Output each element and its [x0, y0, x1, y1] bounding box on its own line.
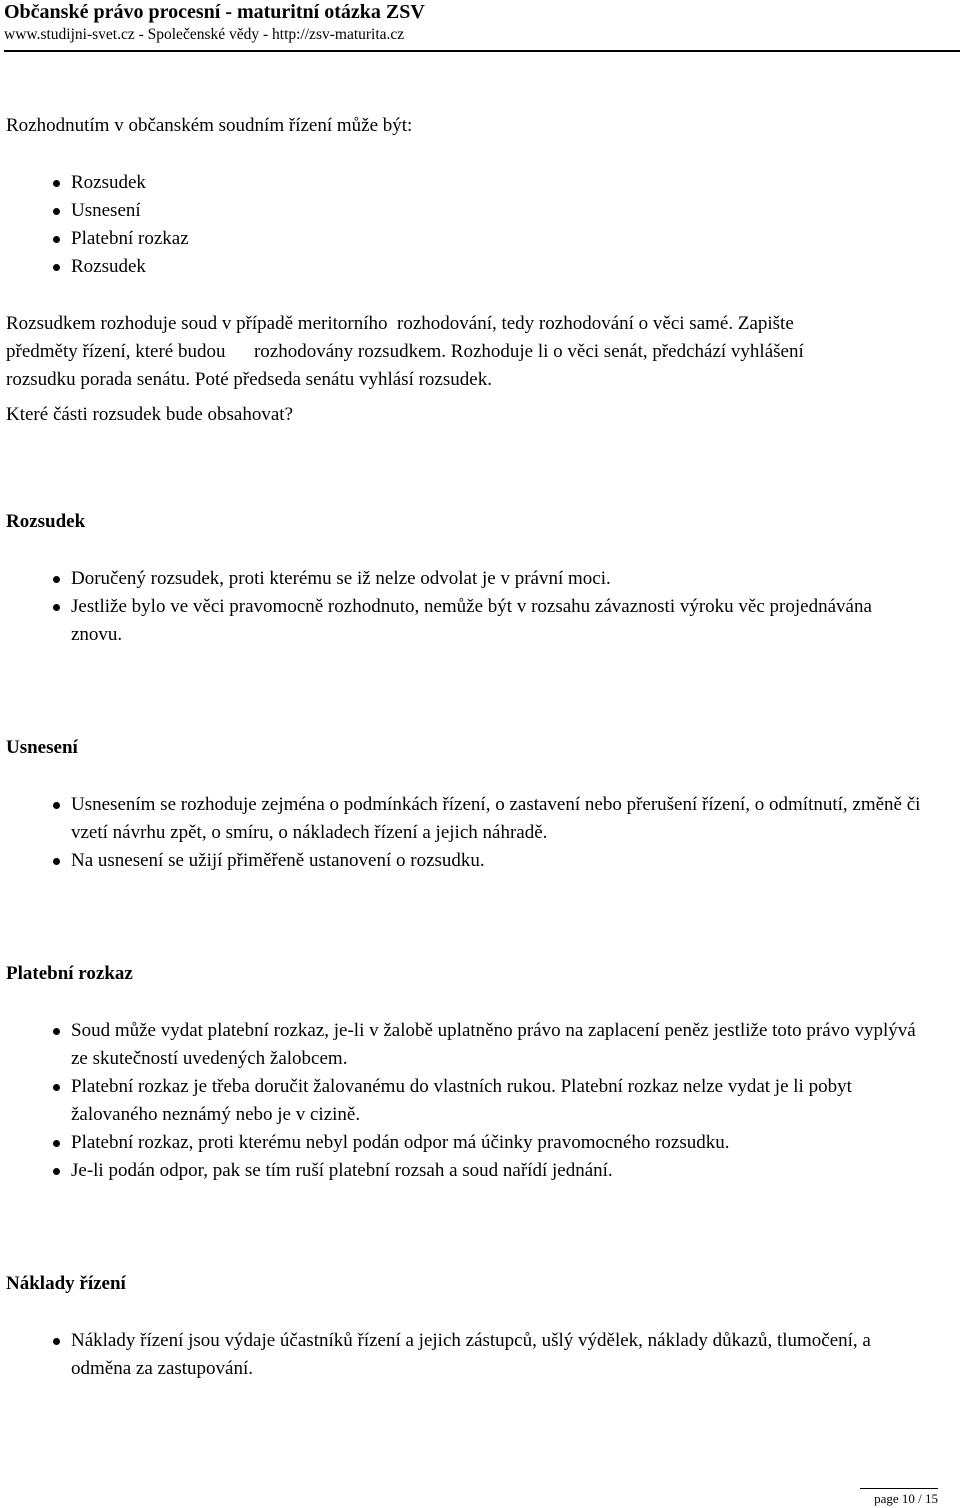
bullet-icon: [53, 1338, 60, 1345]
section-heading-naklady-rizeni: Náklady řízení: [6, 1273, 126, 1294]
section-heading-usneseni: Usnesení: [6, 737, 78, 758]
list-item: Na usnesení se užijí přiměřeně ustanovení o rozsudku.: [6, 847, 926, 875]
intro-text: Rozhodnutím v občanském soudním řízení může být:: [6, 115, 413, 136]
paragraph-line: rozsudku porada senátu. Poté předseda senátu vyhlásí rozsudek.: [6, 369, 492, 390]
list-item: Usnesení: [6, 197, 926, 225]
bullet-icon: [53, 576, 60, 583]
document-subtitle: www.studijni-svet.cz - Společenské vědy - http://zsv-maturita.cz: [4, 26, 405, 43]
paragraph-line: Rozsudkem rozhoduje soud v případě meritorního rozhodování, tedy rozhodování o věci samé. Zapište: [6, 313, 794, 334]
paragraph-line: předměty řízení, které budou rozhodovány rozsudkem. Rozhoduje li o věci senát, předchází vyhlášení: [6, 341, 804, 362]
header-divider: [4, 50, 960, 52]
bullet-icon: [53, 802, 60, 809]
section-heading-rozsudek: Rozsudek: [6, 511, 86, 532]
document-body: [6, 112, 926, 1383]
page-number: page 10 / 15: [860, 1488, 938, 1507]
list-item: Je-li podán odpor, pak se tím ruší platební rozsah a soud nařídí jednání.: [6, 1157, 926, 1185]
list-item: Doručený rozsudek, proti kterému se iž nelze odvolat je v právní moci.: [6, 565, 926, 593]
bullet-icon: [53, 264, 60, 271]
bullet-icon: [53, 1084, 60, 1091]
question-text: Které části rozsudek bude obsahovat?: [6, 404, 294, 425]
list-item: Náklady řízení jsou výdaje účastníků řízení a jejich zástupců, ušlý výdělek, náklady důkazů, tlumočení, a odměna za zastupování.: [6, 1327, 926, 1383]
page-header: [4, 0, 956, 45]
list-item: Rozsudek: [6, 169, 926, 197]
platebni-list: [6, 1017, 926, 1185]
list-item: Platební rozkaz, proti kterému nebyl podán odpor má účinky pravomocného rozsudku.: [6, 1129, 926, 1157]
bullet-icon: [53, 208, 60, 215]
bullet-icon: [53, 604, 60, 611]
usneseni-list: [6, 791, 926, 875]
bullet-icon: [53, 858, 60, 865]
list-item: Platební rozkaz: [6, 225, 926, 253]
list-item: Rozsudek: [6, 253, 926, 281]
bullet-icon: [53, 1028, 60, 1035]
intro-list: [6, 169, 926, 281]
list-item: Usnesením se rozhoduje zejména o podmínkách řízení, o zastavení nebo přerušení řízení, o odmítnutí, změně či vzetí návrhu zpět, o smíru, o nákladech řízení a jejich náhradě.: [6, 791, 926, 847]
bullet-icon: [53, 1168, 60, 1175]
list-item: Soud může vydat platební rozkaz, je-li v žalobě uplatněno právo na zaplacení peněz jestliže toto právo vyplývá ze skutečností uvedených žalobcem.: [6, 1017, 926, 1073]
naklady-list: [6, 1327, 926, 1383]
bullet-icon: [53, 180, 60, 187]
rozsudek-list: [6, 565, 926, 649]
list-item: Jestliže bylo ve věci pravomocně rozhodnuto, nemůže být v rozsahu závaznosti výroku věc projednávána znovu.: [6, 593, 926, 649]
bullet-icon: [53, 1140, 60, 1147]
bullet-icon: [53, 236, 60, 243]
section-heading-platebni-rozkaz: Platební rozkaz: [6, 963, 133, 984]
document-title: Občanské právo procesní - maturitní otázka ZSV: [4, 1, 425, 23]
list-item: Platební rozkaz je třeba doručit žalovanému do vlastních rukou. Platební rozkaz nelze vydat je li pobyt žalovaného neznámý nebo je v cizině.: [6, 1073, 926, 1129]
